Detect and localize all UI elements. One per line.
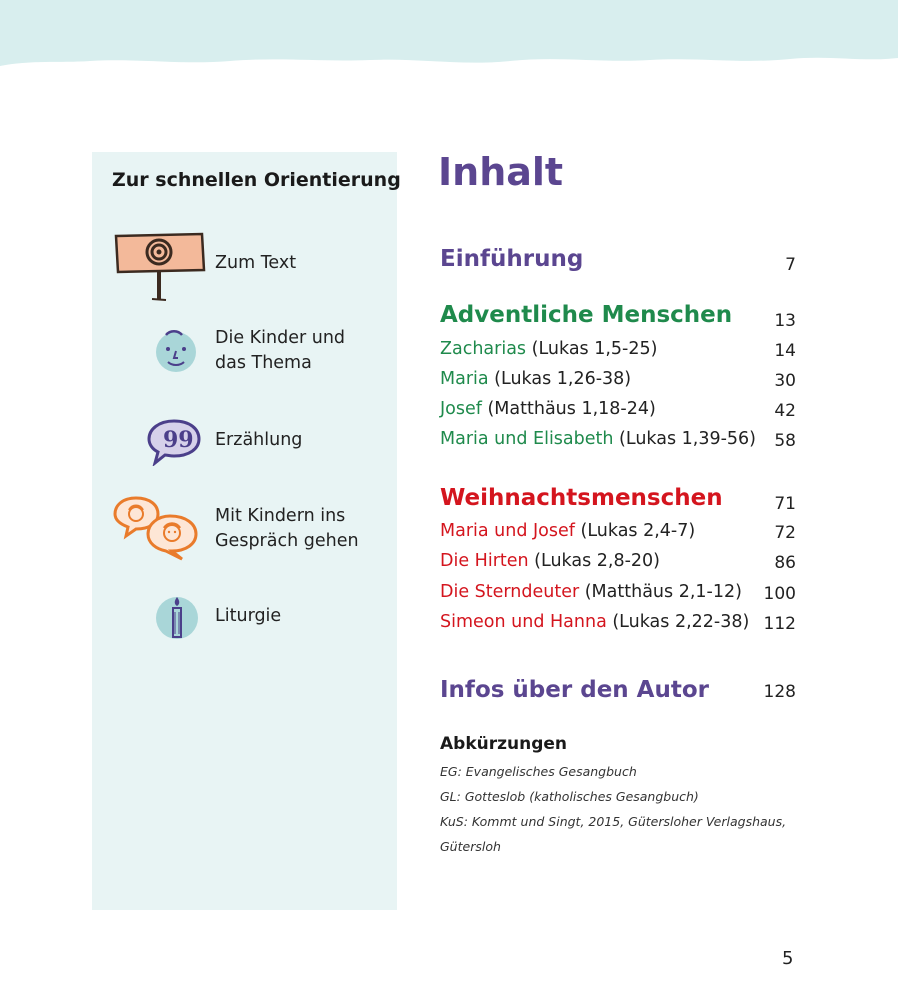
toc-page-number: 128: [763, 682, 796, 702]
toc-entry-ref: (Lukas 1,5-25): [526, 339, 658, 359]
abbreviation-line: KuS: Kommt und Singt, 2015, Gütersloher Verlagshaus,: [440, 814, 787, 829]
toc-entry[interactable]: [440, 521, 796, 551]
page-title: [436, 146, 576, 196]
toc-page-number: 71: [774, 494, 796, 514]
toc-entry-ref: (Matthäus 2,1-12): [579, 582, 742, 602]
svg-text:99: 99: [163, 427, 194, 453]
toc-entry-ref: (Lukas 2,4-7): [574, 521, 696, 541]
toc-section-christmas[interactable]: [440, 485, 796, 515]
toc-page-number: 100: [763, 584, 796, 604]
toc-entry-ref: (Lukas 2,8-20): [528, 551, 661, 571]
toc-page-number: 58: [774, 431, 796, 451]
legend-label-erzaehlung: Erzählung: [215, 430, 303, 450]
abbreviations-title: Abkürzungen: [440, 734, 568, 754]
toc-page-number: 13: [774, 311, 796, 331]
toc-entry-name: Maria: [440, 369, 489, 389]
legend-label-liturgie: Liturgie: [215, 606, 282, 626]
toc-entry-einfuehrung[interactable]: [440, 246, 796, 276]
toc-section-title: Infos über den Autor: [440, 677, 709, 703]
toc-entry[interactable]: [440, 399, 796, 429]
toc-entry[interactable]: [440, 612, 796, 642]
toc-page-number: 112: [763, 614, 796, 634]
abbreviation-line: GL: Gotteslob (katholisches Gesangbuch): [440, 789, 699, 804]
toc-entry-name: Die Hirten: [440, 551, 529, 571]
page-title-text: Inhalt: [438, 150, 564, 194]
toc-entry-name: Maria und Elisabeth: [440, 429, 614, 449]
candle-icon: [154, 594, 200, 640]
legend-item-zum-text: [92, 230, 397, 302]
toc-entry-name: Josef: [440, 399, 482, 419]
toc-entry[interactable]: [440, 369, 796, 399]
legend-item-gespraech: [92, 494, 397, 564]
toc-entry-name: Die Sterndeuter: [440, 582, 580, 602]
toc-entry[interactable]: [440, 551, 796, 581]
toc-entry-name: Simeon und Hanna: [440, 612, 607, 632]
orientation-sidebar: [92, 152, 401, 910]
toc-entry-name: Zacharias: [440, 339, 527, 359]
toc-entry[interactable]: [440, 429, 796, 459]
smiley-face-icon: [152, 326, 200, 374]
legend-label-zum-text: Zum Text: [215, 253, 297, 273]
signpost-target-icon: [114, 230, 206, 302]
top-decorative-band: [0, 0, 898, 75]
page-number: 5: [782, 948, 794, 969]
legend-item-liturgie: [92, 592, 397, 642]
quote-bubble-icon: [146, 418, 202, 466]
legend-item-kinder-thema: [92, 324, 397, 380]
toc-section-title: Weihnachtsmenschen: [440, 485, 723, 511]
toc-entry[interactable]: [440, 582, 796, 612]
legend-label-text: Die Kinder und das Thema: [215, 328, 346, 373]
sidebar-title: Zur schnellen Orientierung: [112, 169, 401, 191]
legend-label-text: Mit Kindern ins Gespräch gehen: [215, 506, 359, 551]
toc-entry-name: Maria und Josef: [440, 521, 575, 541]
toc-entry[interactable]: [440, 339, 796, 369]
toc-entry-ref: (Lukas 2,22-38): [606, 612, 750, 632]
toc-page-number: 42: [774, 401, 796, 421]
toc-section-title: Einführung: [440, 246, 584, 272]
toc-entry-ref: (Lukas 1,39-56): [613, 429, 757, 449]
legend-label-kinder-thema: [215, 326, 365, 376]
toc-page-number: 7: [785, 255, 796, 275]
toc-entry-ref: (Lukas 1,26-38): [488, 369, 632, 389]
toc-page-number: 72: [774, 523, 796, 543]
legend-item-erzaehlung: [92, 418, 397, 468]
abbreviation-line: Gütersloh: [440, 839, 501, 854]
toc-page-number: 86: [774, 553, 796, 573]
toc-entry-author[interactable]: [440, 677, 796, 707]
toc-section-advent[interactable]: [440, 302, 796, 332]
toc-section-title: Adventliche Menschen: [440, 302, 733, 328]
legend-label-gespraech: [215, 504, 365, 554]
children-speech-bubbles-icon: [112, 494, 202, 562]
abbreviation-line: EG: Evangelisches Gesangbuch: [440, 764, 637, 779]
toc-page-number: 14: [774, 341, 796, 361]
toc-entry-ref: (Matthäus 1,18-24): [481, 399, 656, 419]
toc-page-number: 30: [774, 371, 796, 391]
